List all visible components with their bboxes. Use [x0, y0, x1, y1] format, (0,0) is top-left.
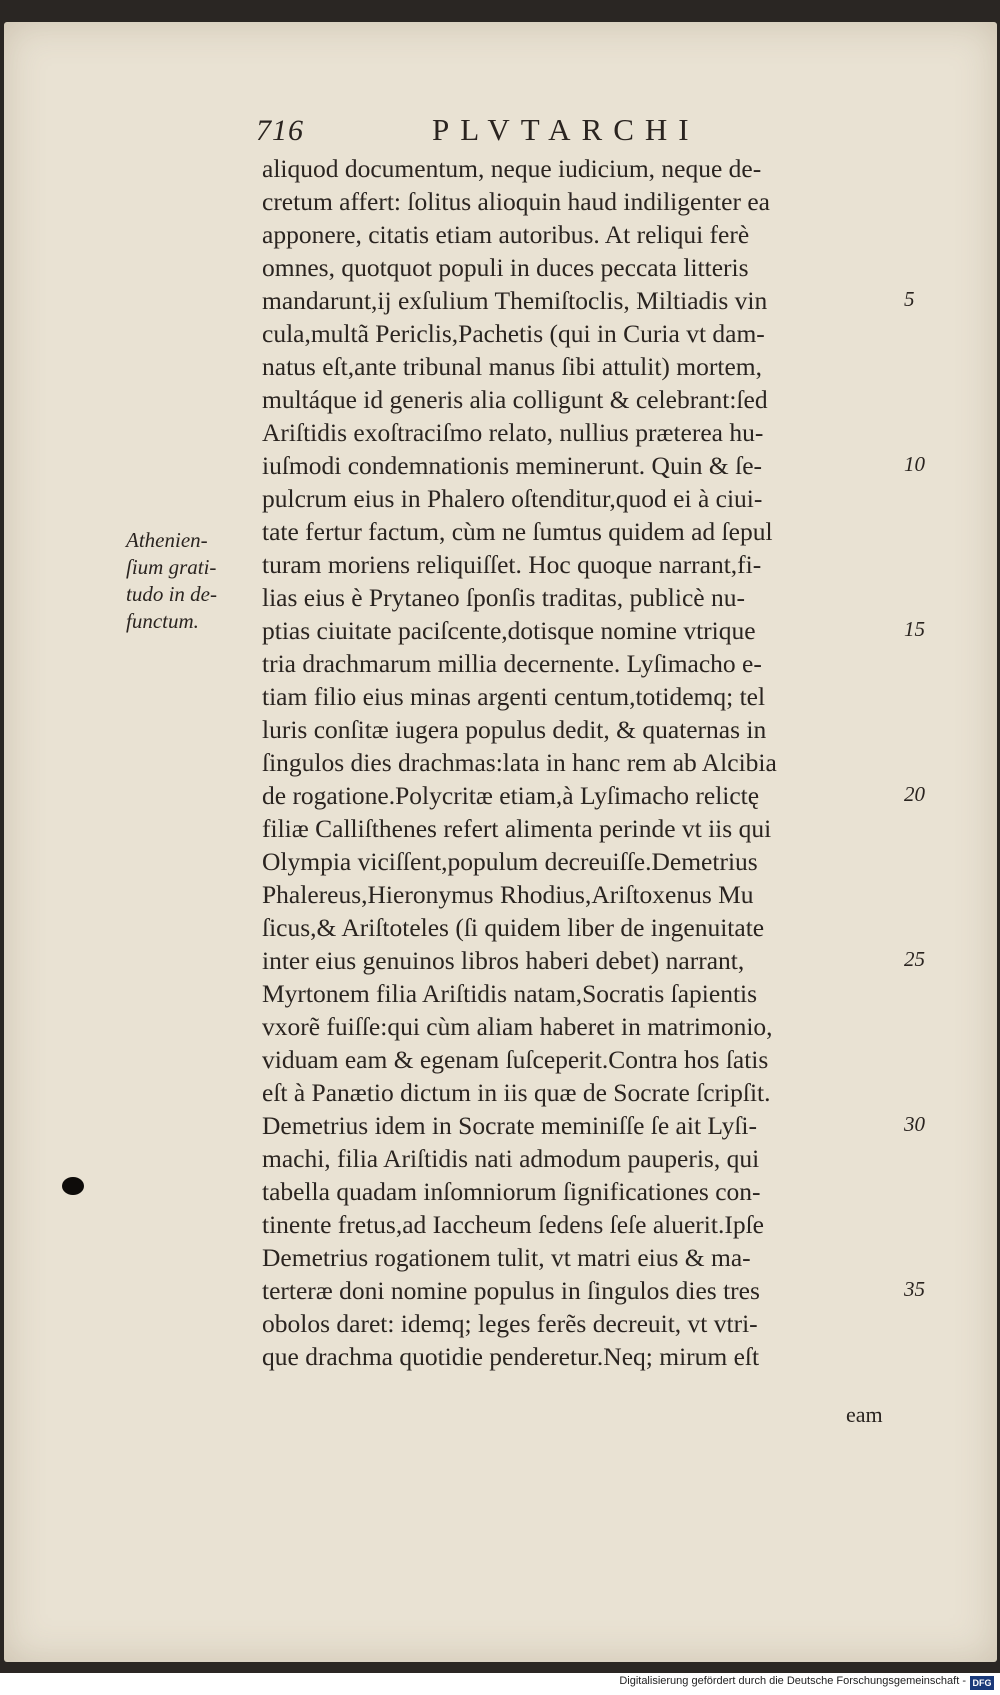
text-line: que drachma quotidie penderetur.Neq; mirum eſt	[262, 1342, 760, 1371]
text-line: turam moriens reliquiſſet. Hoc quoque narrant,fi-	[262, 550, 762, 579]
text-line: cula,multã Periclis,Pachetis (qui in Curia vt dam-	[262, 319, 765, 348]
text-line: tiam filio eius minas argenti centum,totidemq; tel	[262, 682, 766, 711]
text-line: lias eius è Prytaneo ſponſis traditas, publicè nu-	[262, 583, 745, 612]
line-number: 5	[904, 287, 915, 311]
marginal-note-line: tudo in de-	[126, 582, 217, 606]
text-line: mandarunt,ij exſulium Themiſtoclis, Miltiadis vin	[262, 286, 768, 315]
text-line: aliquod documentum, neque iudicium, neque de-	[262, 154, 762, 183]
line-number: 10	[904, 452, 925, 476]
text-line: tabella quadam inſomniorum ſignificationes con-	[262, 1177, 761, 1206]
text-line: ſicus,& Ariſtoteles (ſi quidem liber de ingenuitate	[262, 913, 765, 942]
text-line: Demetrius idem in Socrate meminiſſe ſe ait Lyſi-	[262, 1111, 757, 1140]
text-line: Ariſtidis exoſtraciſmo relato, nullius præterea hu-	[262, 418, 764, 447]
text-line: tria drachmarum millia decernente. Lyſimacho e-	[262, 649, 762, 678]
text-line: multáque id generis alia colligunt & celebrant:ſed	[262, 385, 768, 414]
text-line: pulcrum eius in Phalero oſtenditur,quod ei à ciui-	[262, 484, 763, 513]
text-line: filiæ Calliſthenes refert alimenta perinde vt iis qui	[262, 814, 772, 843]
line-number: 15	[904, 617, 925, 641]
text-line: viduam eam & egenam ſuſceperit.Contra hos ſatis	[262, 1045, 769, 1074]
marginal-note	[126, 527, 256, 635]
catchword: eam	[846, 1402, 883, 1427]
text-line: tate fertur factum, cùm ne ſumtus quidem ad ſepul	[262, 517, 773, 546]
line-number: 35	[904, 1277, 925, 1301]
text-line: Demetrius rogationem tulit, vt matri eius & ma-	[262, 1243, 751, 1272]
running-head: PLVTARCHI	[432, 112, 700, 147]
line-number: 20	[904, 782, 925, 806]
marginal-note-line: Athenien-	[126, 528, 208, 552]
text-line: natus eſt,ante tribunal manus ſibi attulit) mortem,	[262, 352, 762, 381]
line-number: 30	[904, 1112, 925, 1136]
footer-credit: Digitalisierung gefördert durch die Deutsche Forschungsgemeinschaft -	[619, 1675, 966, 1687]
book-page	[4, 22, 997, 1662]
text-line: cretum affert: ſolitus alioquin haud indiligenter ea	[262, 187, 770, 216]
text-line: tinente fretus,ad Iaccheum ſedens ſeſe aluerit.Ipſe	[262, 1210, 764, 1239]
text-line: machi, filia Ariſtidis nati admodum pauperis, qui	[262, 1144, 760, 1173]
text-line: terteræ doni nomine populus in ſingulos dies tres	[262, 1276, 760, 1305]
text-line: Olympia viciſſent,populum decreuiſſe.Demetrius	[262, 847, 758, 876]
text-line: de rogatione.Polycritæ etiam,à Lyſimacho relictę	[262, 781, 760, 810]
text-line: ſingulos dies drachmas:lata in hanc rem ab Alcibia	[262, 748, 777, 777]
text-line: ptias ciuitate paciſcente,dotisque nomine vtrique	[262, 616, 756, 645]
text-line: vxorẽ fuiſſe:qui cùm aliam haberet in matrimonio,	[262, 1012, 773, 1041]
text-line: Myrtonem filia Ariſtidis natam,Socratis ſapientis	[262, 979, 758, 1008]
text-line: inter eius genuinos libros haberi debet) narrant,	[262, 946, 745, 975]
text-line: Phalereus,Hieronymus Rhodius,Ariſtoxenus Mu	[262, 880, 754, 909]
text-line: omnes, quotquot populi in duces peccata litteris	[262, 253, 749, 282]
text-line: eſt à Panætio dictum in iis quæ de Socrate ſcripſit.	[262, 1078, 771, 1107]
dfg-logo-icon: DFG	[970, 1676, 994, 1690]
marginal-note-line: functum.	[126, 609, 199, 633]
text-line: luris conſitæ iugera populus dedit, & quaternas in	[262, 715, 767, 744]
marginal-note-line: ſium grati-	[126, 555, 217, 579]
line-number: 25	[904, 947, 925, 971]
footer-bar	[0, 1673, 1000, 1695]
text-line: apponere, citatis etiam autoribus. At reliqui ferè	[262, 220, 750, 249]
ink-blot	[62, 1177, 84, 1195]
page-number: 716	[256, 114, 304, 147]
text-line: obolos daret: idemq; leges ferẽs decreuit, vt vtri-	[262, 1309, 758, 1338]
text-line: iuſmodi condemnationis meminerunt. Quin & ſe-	[262, 451, 763, 480]
